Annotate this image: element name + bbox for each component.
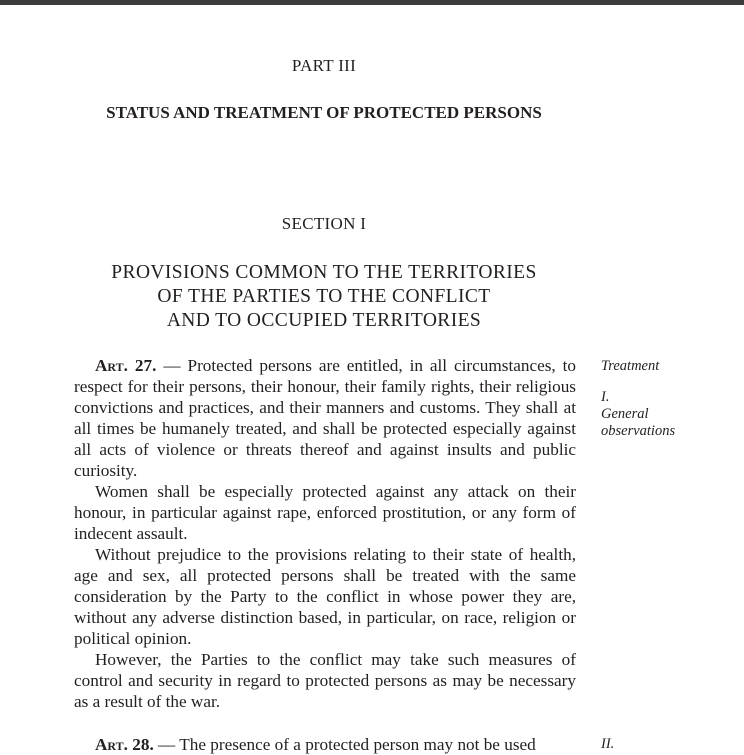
article-27-paragraph [74,355,576,481]
article-27-label: Art. 27. [95,356,157,375]
section-title-line: PROVISIONS COMMON TO THE TERRITORIES [111,262,537,283]
part-title: STATUS AND TREATMENT OF PROTECTED PERSONS [106,103,542,122]
article-27-text: Protected persons are entitled, in all circumstances, to respect for their persons, their honour, their family rights, their religious convictions and practices, and their manners and customs. They shall at all times be humanely treated, and shall be protected especially against all acts of violence or threats thereof and against insults and public curiosity. [74,356,577,480]
article-28-label: Art. 28. [95,735,154,754]
margin-note-treatment: Treatment [601,358,660,374]
margin-note-line: observations [601,423,676,439]
top-border [0,0,744,5]
margin-notes [601,358,731,454]
part-heading: PART III [291,56,357,75]
margin-note-general [601,389,731,440]
margin-note-next: II. [601,736,615,752]
article-separator: — [156,356,188,375]
article-27-paragraph: Without prejudice to the provisions relating to their state of health, age and sex, all protected persons shall be treated with the same consideration by the Party to the conflict in whose power they are, without any adverse distinction based, in particular, on race, religion or political opinion. [74,545,576,648]
section-title [0,261,648,333]
article-27-paragraph: However, the Parties to the conflict may take such measures of control and security in regard to protected persons as may be necessary as a result of the war. [74,650,576,711]
article-27-paragraph: Women shall be especially protected against any attack on their honour, in particular against rape, enforced prostitution, or any form of indecent assault. [74,482,576,543]
article-28-text: The presence of a protected person may not be used [179,735,536,754]
article-separator: — [153,735,180,754]
section-title-line: OF THE PARTIES TO THE CONFLICT [157,286,491,307]
article-27-body [74,355,576,712]
article-28-body [74,734,576,755]
article-28-paragraph [74,734,576,755]
section-heading: SECTION I [281,214,367,233]
section-title-line: AND TO OCCUPIED TERRITORIES [166,310,482,331]
margin-note-line: General [601,406,649,422]
margin-note-numeral: I. [601,389,610,405]
